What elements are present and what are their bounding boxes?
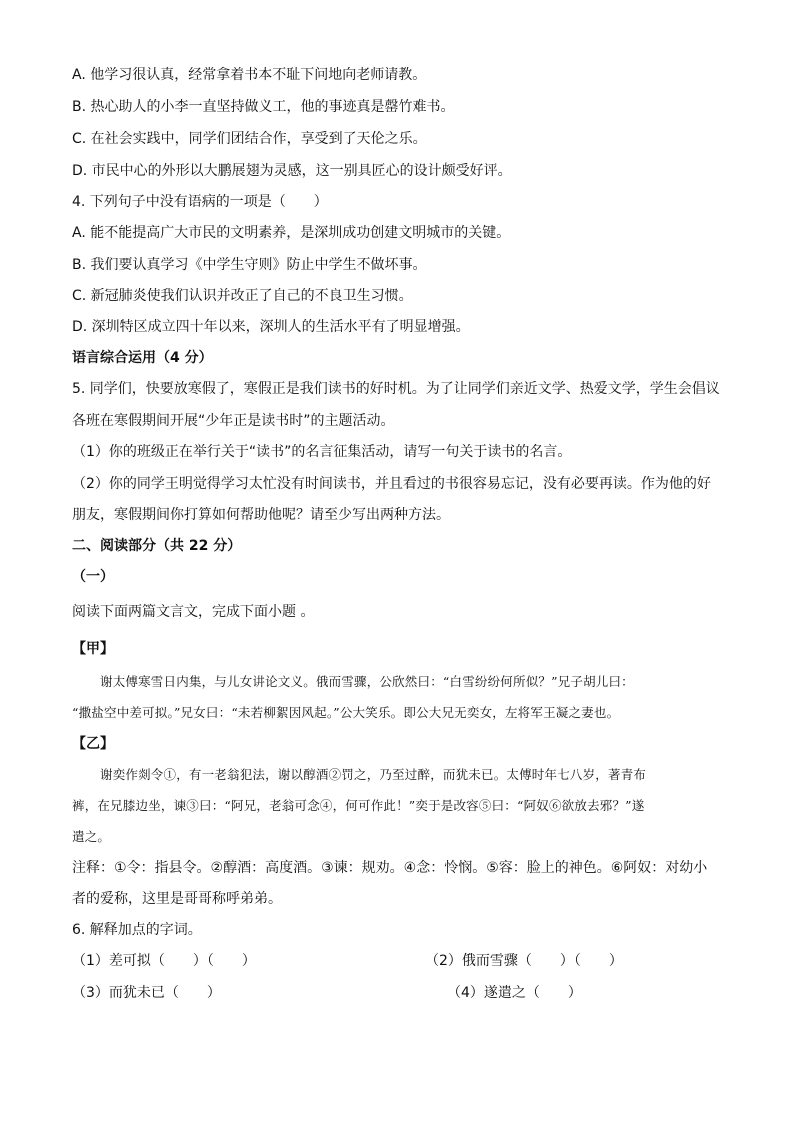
- passage-yi-label: 【乙】: [72, 736, 114, 752]
- question-5-line-2: 各班在寒假期间开展“少年正是读书时”的主题活动。: [72, 413, 395, 429]
- option-3b: B. 热心助人的小李一直坚持做义工，他的事迹真是罄竹难书。: [72, 99, 455, 115]
- passage-jia-line-1: 谢太傅寒雪日内集，与儿女讲论文义。俄而雪骤，公欣然曰：“白雪纷纷何所似？”兄子胡儿曰：: [100, 674, 634, 689]
- reading-instruction: 阅读下面两篇文言文，完成下面小题 。: [72, 604, 315, 620]
- notes-line-1: 注释：①令：指县令。②醇酒：高度酒。③谏：规劝。④念：怜悯。⑤容：脸上的神色。⑥阿奴：对幼小: [72, 860, 708, 876]
- question-6-item-1: （1）差可拟（ ）（ ）: [72, 953, 256, 969]
- option-4a: A. 能不能提高广大市民的文明素养，是深圳成功创建文明城市的关键。: [72, 225, 511, 241]
- question-6: 6. 解释加点的字词。: [72, 922, 202, 938]
- passage-jia-line-2: “撒盐空中差可拟。”兄女曰：“未若柳絮因风起。”公大笑乐。即公大兄无奕女，左将军王凝之妻也。: [72, 705, 620, 720]
- question-5-sub-2-line-1: （2）你的同学王明觉得学习太忙没有时间读书，并且看过的书很容易忘记，没有必要再读。作为他的好: [72, 476, 711, 492]
- question-5-line-1: 5. 同学们，快要放寒假了，寒假正是我们读书的好时机。为了让同学们亲近文学、热爱文学，学生会倡议: [72, 381, 720, 397]
- question-6-item-4: （4）遂遣之（ ）: [447, 985, 582, 1001]
- question-4: 4. 下列句子中没有语病的一项是（ ）: [72, 194, 328, 210]
- question-5-sub-2-line-2: 朋友，寒假期间你打算如何帮助他呢？请至少写出两种方法。: [72, 507, 450, 523]
- option-3d: D. 市民中心的外形以大鹏展翅为灵感，这一别具匠心的设计颇受好评。: [72, 163, 512, 179]
- question-6-item-3: （3）而犹未已（ ）: [72, 985, 221, 1001]
- section-language-heading: 语言综合运用（4 分）: [72, 350, 213, 366]
- passage-yi-line-2: 裤，在兄膝边坐，谏③曰：“阿兄，老翁可念④，何可作此！”奕于是改容⑤曰：“阿奴⑥欲放去邪？”遂: [72, 798, 645, 813]
- option-4d: D. 深圳特区成立四十年以来，深圳人的生活水平有了明显增强。: [72, 319, 470, 335]
- passage-jia-label: 【甲】: [72, 641, 114, 657]
- option-3a: A. 他学习很认真，经常拿着书本不耻下问地向老师请教。: [72, 67, 427, 83]
- notes-line-2: 者的爱称，这里是哥哥称呼弟弟。: [72, 891, 282, 907]
- question-5-sub-1: （1）你的班级正在举行关于“读书”的名言征集活动，请写一句关于读书的名言。: [72, 444, 572, 460]
- option-4b: B. 我们要认真学习《中学生守则》防止中学生不做坏事。: [72, 257, 427, 273]
- section-reading-heading: 二、阅读部分（共 22 分）: [72, 538, 242, 554]
- passage-yi-line-3: 遣之。: [72, 829, 111, 844]
- option-3c: C. 在社会实践中，同学们团结合作，享受到了天伦之乐。: [72, 131, 427, 147]
- subsection-one: （一）: [72, 569, 114, 585]
- passage-yi-line-1: 谢奕作剡令①，有一老翁犯法，谢以醇酒②罚之，乃至过醉，而犹未已。太傅时年七八岁，著青布: [100, 767, 647, 782]
- question-6-item-2: （2）俄而雪骤（ ）（ ）: [425, 953, 623, 969]
- option-4c: C. 新冠肺炎使我们认识并改正了自己的不良卫生习惯。: [72, 288, 413, 304]
